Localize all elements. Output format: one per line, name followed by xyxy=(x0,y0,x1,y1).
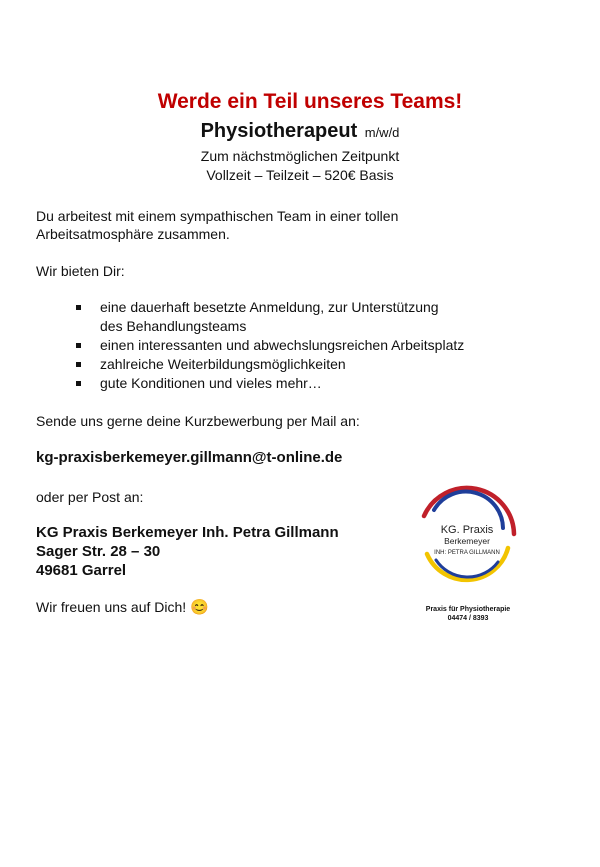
closing-text xyxy=(36,598,209,617)
address-name: KG Praxis Berkemeyer Inh. Petra Gillmann xyxy=(36,524,339,541)
postal-address xyxy=(36,523,339,580)
logo-text-line3: INH: PETRA GILLMANN xyxy=(434,550,500,556)
logo-text-line2: Berkemeyer xyxy=(444,536,490,546)
benefit-item xyxy=(76,355,570,374)
benefit-item xyxy=(76,298,570,336)
headline: Werde ein Teil unseres Teams! xyxy=(157,90,463,113)
email-address[interactable]: kg-praxisberkemeyer.gillmann@t-online.de xyxy=(36,449,343,466)
apply-text: Sende uns gerne deine Kurzbewerbung per Mail an: xyxy=(36,413,360,429)
bullet-icon xyxy=(76,305,81,310)
benefits-list xyxy=(76,298,570,393)
bullet-icon xyxy=(76,381,81,386)
employment-types: Vollzeit – Teilzeit – 520€ Basis xyxy=(206,167,394,183)
logo-text-line1: KG. Praxis xyxy=(440,524,494,536)
caption-line1: Praxis für Physiotherapie xyxy=(425,606,511,613)
job-title-line xyxy=(0,120,600,143)
benefit-text-continued: des Behandlungsteams xyxy=(100,318,247,334)
job-title: Physiotherapeut xyxy=(200,120,358,142)
practice-logo xyxy=(412,478,522,588)
closing-message: Wir freuen uns auf Dich! xyxy=(36,599,187,615)
benefit-text: gute Konditionen und vieles mehr… xyxy=(100,375,322,391)
offer-label: Wir bieten Dir: xyxy=(36,263,125,279)
benefit-text: eine dauerhaft besetzte Anmeldung, zur Unterstützung xyxy=(100,299,439,315)
caption-line2: 04474 / 8393 xyxy=(447,615,489,622)
bullet-icon xyxy=(76,362,81,367)
address-street: Sager Str. 28 – 30 xyxy=(36,543,161,560)
gender-note: m/w/d xyxy=(364,125,400,140)
smiley-icon: 😊 xyxy=(190,599,209,616)
benefit-item xyxy=(76,374,570,393)
address-city: 49681 Garrel xyxy=(36,562,127,579)
post-text: oder per Post an: xyxy=(36,489,144,505)
logo-caption xyxy=(410,605,526,623)
bullet-icon xyxy=(76,343,81,348)
start-date: Zum nächstmöglichen Zeitpunkt xyxy=(200,148,400,164)
benefit-text: einen interessanten und abwechslungsreichen Arbeitsplatz xyxy=(100,337,465,353)
benefit-text: zahlreiche Weiterbildungsmöglichkeiten xyxy=(100,356,346,372)
benefit-item xyxy=(76,336,570,355)
intro-text: Du arbeitest mit einem sympathischen Team in einer tollen Arbeitsatmosphäre zusammen. xyxy=(36,208,399,242)
